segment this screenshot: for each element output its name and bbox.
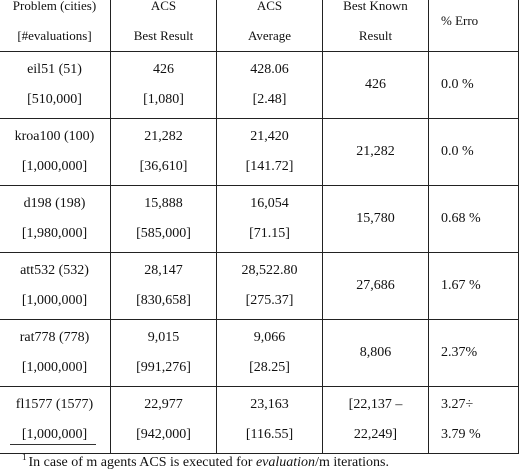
cell-error [429, 320, 519, 387]
cell-best-known [323, 52, 429, 119]
cell-problem-line: d198 (198) [23, 196, 86, 211]
header-acs-average-line1: ACS [256, 0, 283, 13]
table-row [0, 320, 519, 387]
cell-error [429, 387, 519, 454]
cell-acs-average [217, 387, 323, 454]
cell-problem-line: kroa100 (100) [14, 129, 95, 144]
header-problem-line1: Problem (cities) [12, 0, 97, 13]
cell-error-line: 0.68 % [441, 211, 481, 226]
cell-best-known-line: 27,686 [356, 278, 395, 293]
cell-acs-best-line: 15,888 [144, 196, 183, 211]
cell-acs-best-line: [36,610] [139, 159, 188, 174]
cell-acs-best [111, 119, 217, 186]
header-acs-best [111, 0, 217, 52]
cell-acs-best-line: [991,276] [136, 360, 191, 375]
cell-problem-line: [1,000,000] [21, 427, 88, 442]
cell-acs-best-line: 22,977 [144, 397, 183, 412]
cell-acs-average-line: 9,066 [253, 330, 286, 345]
cell-acs-best-line: [1,080] [143, 92, 184, 107]
cell-error-line: 0.0 % [441, 144, 474, 159]
cell-error-line: 3.27÷ [441, 397, 474, 412]
table-row [0, 119, 519, 186]
cell-best-known-line: 426 [365, 77, 386, 92]
cell-best-known-line: [22,137 – [348, 397, 403, 412]
cell-error-line: 2.37% [441, 345, 478, 360]
header-best-known-line1: Best Known [343, 0, 408, 13]
cell-acs-best [111, 52, 217, 119]
cell-problem-line: [1,980,000] [21, 226, 88, 241]
cell-error [429, 119, 519, 186]
header-problem [0, 0, 111, 52]
cell-acs-best-line: [585,000] [136, 226, 191, 241]
cell-acs-average-line: 28,522.80 [241, 263, 298, 278]
cell-error [429, 253, 519, 320]
cell-best-known-line: 15,780 [356, 211, 395, 226]
cell-problem [0, 52, 111, 119]
cell-problem-line: att532 (532) [20, 263, 89, 278]
header-problem-line2: [#evaluations] [17, 28, 92, 43]
header-acs-average-line2: Average [247, 28, 292, 43]
cell-acs-best-line: [830,658] [136, 293, 191, 308]
cell-best-known [323, 253, 429, 320]
cell-error-line: 1.67 % [441, 278, 481, 293]
cell-problem-line: [1,000,000] [21, 159, 88, 174]
footnote-text-after: /m iterations. [315, 455, 389, 470]
cell-acs-average-line: [28.25] [249, 360, 290, 375]
cell-best-known [323, 320, 429, 387]
cell-problem-line: [510,000] [27, 92, 82, 107]
cell-acs-average-line: [116.55] [245, 427, 294, 442]
cell-best-known [323, 119, 429, 186]
header-acs-best-line1: ACS [150, 0, 177, 13]
cell-error-line: 3.79 % [441, 427, 481, 442]
cell-acs-average-line: 428.06 [250, 62, 289, 77]
header-error [429, 0, 519, 52]
cell-problem [0, 320, 111, 387]
cell-acs-average [217, 186, 323, 253]
cell-problem-line: eil51 (51) [27, 62, 82, 77]
header-row [0, 0, 519, 52]
cell-acs-average-line: 16,054 [250, 196, 289, 211]
cell-acs-average-line: 21,420 [250, 129, 289, 144]
cell-acs-average-line: [2.48] [252, 92, 287, 107]
cell-acs-best-line: [942,000] [136, 427, 191, 442]
header-acs-best-line2: Best Result [133, 28, 194, 43]
table-row [0, 52, 519, 119]
cell-best-known [323, 186, 429, 253]
cell-problem [0, 186, 111, 253]
footnote-rule [10, 444, 96, 445]
footnote [22, 452, 389, 471]
cell-problem [0, 253, 111, 320]
footnote-text-before: In case of m agents ACS is executed for [28, 455, 256, 470]
cell-acs-average [217, 320, 323, 387]
cell-acs-best-line: 21,282 [144, 129, 183, 144]
cell-problem-line: rat778 (778) [19, 330, 90, 345]
header-acs-average [217, 0, 323, 52]
cell-acs-best-line: 9,015 [147, 330, 180, 345]
cell-best-known-line: 21,282 [356, 144, 395, 159]
cell-acs-best [111, 186, 217, 253]
footnote-mark: 1 [22, 452, 27, 462]
cell-acs-average-line: [141.72] [245, 159, 294, 174]
header-error-line1: % Erro [441, 13, 479, 28]
cell-problem-line: [1,000,000] [21, 293, 88, 308]
cell-acs-average [217, 119, 323, 186]
header-best-known-line2: Result [358, 28, 393, 43]
header-best-known [323, 0, 429, 52]
cell-problem [0, 119, 111, 186]
cell-acs-average-line: [275.37] [245, 293, 294, 308]
cell-acs-average [217, 52, 323, 119]
cell-acs-best-line: 426 [153, 62, 174, 77]
cell-best-known [323, 387, 429, 454]
cell-best-known-line: 22,249] [353, 427, 398, 442]
cell-acs-best [111, 387, 217, 454]
cell-error [429, 52, 519, 119]
cell-best-known-line: 8,806 [359, 345, 392, 360]
cell-acs-average-line: 23,163 [250, 397, 289, 412]
table-row [0, 186, 519, 253]
cell-acs-best-line: 28,147 [144, 263, 183, 278]
footnote-italic: evaluation [255, 455, 316, 470]
cell-problem-line: [1,000,000] [21, 360, 88, 375]
cell-acs-best [111, 253, 217, 320]
cell-acs-best [111, 320, 217, 387]
cell-acs-average-line: [71.15] [249, 226, 290, 241]
cell-error-line: 0.0 % [441, 77, 474, 92]
cell-error [429, 186, 519, 253]
cell-problem-line: fl1577 (1577) [15, 397, 94, 412]
table-row [0, 253, 519, 320]
cell-acs-average [217, 253, 323, 320]
